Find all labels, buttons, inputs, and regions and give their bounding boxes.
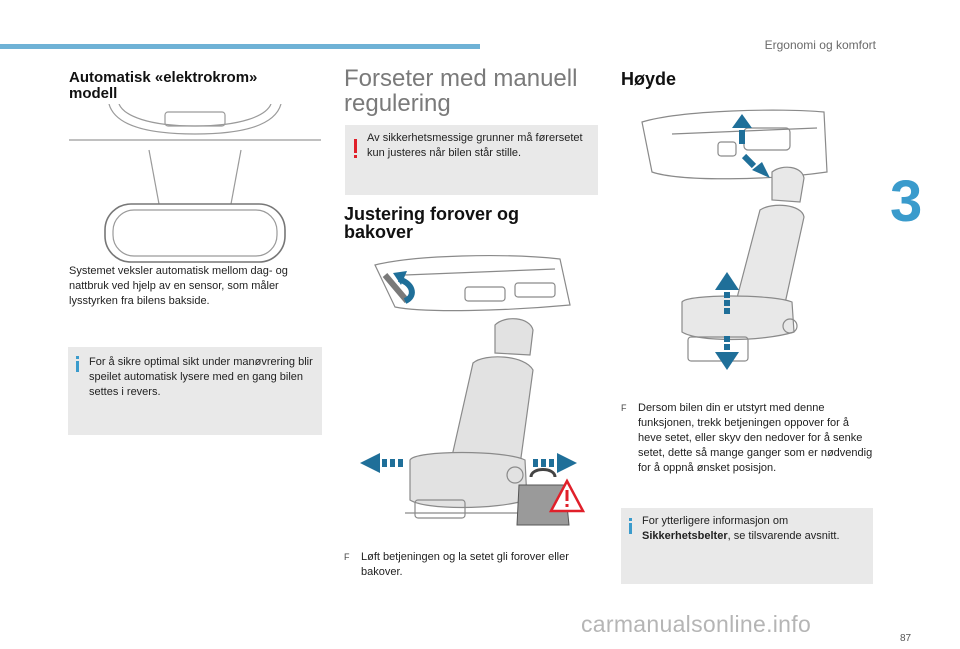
- seatbelt-info-text: [642, 514, 868, 544]
- seatbelt-info-prefix: For ytterligere informasjon om: [642, 515, 789, 527]
- info-icon: [629, 518, 632, 534]
- mirror-paragraph: Systemet veksler automatisk mellom dag- og nattbruk ved hjelp av en sensor, som måler lysstyrken fra bilens bakside.: [69, 265, 288, 307]
- warning-icon: [354, 139, 357, 158]
- fore-aft-instruction: Løft betjeningen og la setet gli forover eller bakover.: [361, 551, 569, 578]
- seatbelt-info-suffix: , se tilsvarende avsnitt.: [727, 530, 840, 542]
- seatbelt-info-note: [621, 508, 873, 584]
- section-heading-front-seats: Forseter med manuell regulering: [344, 65, 578, 117]
- mirror-info-note: [68, 347, 322, 435]
- height-heading: Høyde: [621, 69, 677, 89]
- height-instruction: Dersom bilen din er utstyrt med denne funksjonen, trekk betjeningen oppover for å heve setet, eller skyv den nedover for å senke setet, dette så mange ganger som er nødvendig for å oppnå ønsket posisjon.: [638, 402, 873, 474]
- height-seat-illustration: [632, 102, 832, 372]
- mirror-heading: Automatisk «elektrokrom» modell: [69, 69, 258, 102]
- fore-aft-heading: Justering forover og bakover: [344, 204, 520, 242]
- chapter-number: 3: [890, 169, 923, 234]
- bullet-marker: F: [344, 552, 350, 562]
- mirror-info-text: For å sikre optimal sikt under manøvrering blir speilet automatisk lysere med en gang bilen settes i revers.: [89, 356, 313, 398]
- fore-aft-seat-illustration: [355, 245, 595, 535]
- rearview-mirror-illustration: [69, 104, 321, 264]
- safety-warning-text: Av sikkerhetsmessige grunner må førersetet kun justeres når bilen står stille.: [367, 132, 583, 159]
- safety-warning-note: [345, 125, 598, 195]
- header-accent-bar: [0, 44, 480, 49]
- seatbelt-link-text: Sikkerhetsbelter: [642, 530, 728, 542]
- chapter-title: Ergonomi og komfort: [764, 38, 876, 52]
- page-number: 87: [900, 633, 912, 644]
- bullet-marker: F: [621, 403, 627, 413]
- info-icon: [76, 356, 79, 372]
- watermark: carmanualsonline.info: [581, 611, 812, 637]
